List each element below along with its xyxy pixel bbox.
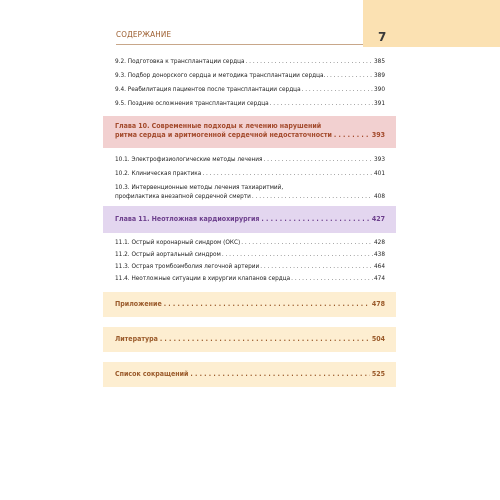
toc-entry[interactable]: 10.3. Интервенционные методы лечения тахиаритмий, профилактика внезапной сердечной смерти . . . 408 [115, 183, 385, 201]
toc-entry[interactable]: 11.2. Острый аортальный синдром . . . 438 [115, 250, 385, 259]
section-title: СОДЕРЖАНИЕ [116, 30, 172, 39]
toc-entry[interactable]: 10.2. Клиническая практика . . . 401 [115, 169, 385, 178]
appendix-box[interactable] [103, 292, 396, 317]
abbreviations-heading: Список сокращений . . . 525 [115, 370, 385, 379]
toc-entry[interactable]: 9.3. Подбор донорского сердца и методика трансплантации сердца. . . . 389 [115, 71, 385, 80]
header-rule [116, 44, 363, 45]
appendix-heading: Приложение . . . 478 [115, 300, 385, 309]
toc-entry[interactable]: 9.4. Реабилитация пациентов после трансплантации сердца . . . 390 [115, 85, 385, 94]
toc-entry[interactable]: 11.4. Неотложные ситуации в хирургии клапанов сердца . . . 474 [115, 274, 385, 283]
chapter-11-heading: Глава 11. Неотложная кардиохирургия . . . 427 [115, 215, 385, 224]
page-header [0, 0, 500, 47]
chapter-10-box[interactable] [103, 116, 396, 148]
toc-entry[interactable]: 10.1. Электрофизиологические методы лечения . . . 393 [115, 155, 385, 164]
toc-entry[interactable]: 9.2. Подготовка к трансплантации сердца . . . 385 [115, 57, 385, 66]
literature-heading: Литература . . . 504 [115, 335, 385, 344]
toc-entry[interactable]: 11.3. Острая тромбоэмболия легочной артерии . . . 464 [115, 262, 385, 271]
chapter-10-heading: Глава 10. Современные подходы к лечению нарушений ритма сердца и аритмогенной сердечной недостаточности . . . 393 [115, 122, 385, 140]
chapter-11-box[interactable] [103, 206, 396, 233]
literature-box[interactable] [103, 327, 396, 352]
toc-entry[interactable]: 11.1. Острый коронарный синдром (ОКС) . . . 428 [115, 238, 385, 247]
toc-entry[interactable]: 9.5. Поздние осложнения трансплантации сердца . . . 391 [115, 99, 385, 108]
page-number: 7 [378, 30, 387, 44]
abbreviations-box[interactable] [103, 362, 396, 387]
